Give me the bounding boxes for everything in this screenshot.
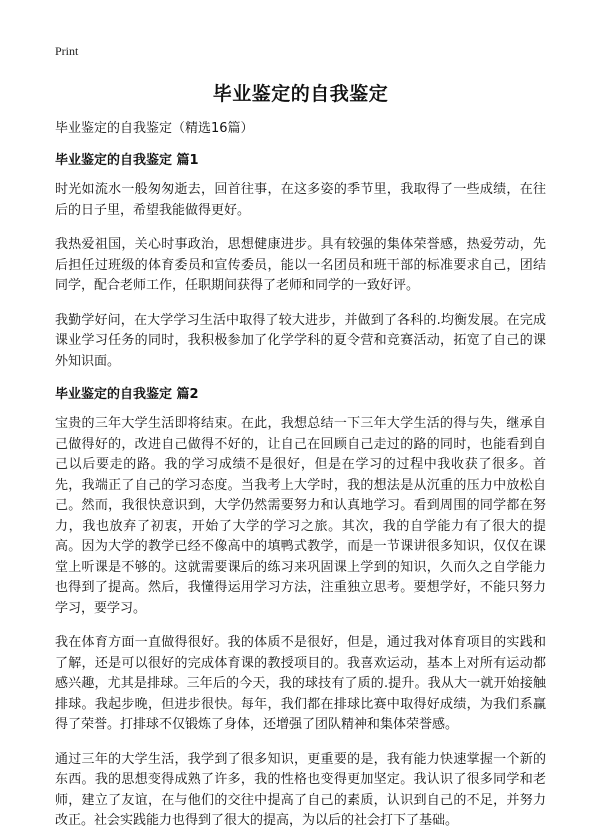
paragraph: 我热爱祖国，关心时事政治，思想健康进步。具有较强的集体荣誉感，热爱劳动，先后担任过班级的体育委员和宣传委员，能以一名团员和班干部的标准要求自己，团结同学，配合老师工作，任职期间获得了老师和同学的一致好评。 [55,237,546,293]
paragraph: 时光如流水一般匆匆逝去，回首往事，在这多姿的季节里，我取得了一些成绩，在往后的日子里，希望我能做得更好。 [55,182,546,218]
paragraph: 通过三年的大学生活，我学到了很多知识，更重要的是，我有能力快速掌握一个新的东西。我的思想变得成熟了许多，我的性格也变得更加坚定。我认识了很多同学和老师，建立了友谊，在与他们的交往中提高了自己的素质，认识到自己的不足，并努力改正。社会实践能力也得到了很大的提高，为以后的社会打下了基础。 [55,751,546,828]
section-heading: 毕业鉴定的自我鉴定 篇1 [55,153,199,168]
document-title: 毕业鉴定的自我鉴定 [212,83,389,105]
paragraph: 我勤学好问，在大学学习生活中取得了较大进步，并做到了各科的.均衡发展。在完成课业学习任务的同时，我积极参加了化学学科的夏令营和竞赛活动，拓宽了自己的课外知识面。 [55,312,546,369]
section-2 [55,386,546,832]
document-subtitle: 毕业鉴定的自我鉴定（精选16篇） [55,121,254,136]
print-label[interactable]: Print [55,44,79,58]
section-heading: 毕业鉴定的自我鉴定 篇2 [55,387,199,402]
paragraph: 我在体育方面一直做得很好。我的体质不是很好，但是，通过我对体育项目的实践和了解，还是可以很好的完成体育课的教授项目的。我喜欢运动，基本上对所有运动都感兴趣，尤其是排球。三年后的今天，我的球技有了质的.提升。我从大一就开始接触排球。我起步晚，但进步很快。每年，我们都在排球比赛中取得好成绩，为我们系赢得了荣誉。打排球不仅锻炼了身体，还增强了团队精神和集体荣誉感。 [55,635,546,732]
section-1 [55,152,546,372]
paragraph: 宝贵的三年大学生活即将结束。在此，我想总结一下三年大学生活的得与失，继承自己做得好的，改进自己做得不好的，让自己在回顾自己走过的路的同时，也能看到自己以后要走的路。我的学习成绩不是很好，但是在学习的过程中我收获了很多。首先，我端正了自己的学习态度。当我考上大学时，我的想法是从沉重的压力中放松自己。然而，我很快意识到，大学仍然需要努力和认真地学习。看到周围的同学都在努力，我也放弃了初衷，开始了大学的学习之旅。其次，我的自学能力有了很大的提高。因为大学的教学已经不像高中的填鸭式教学，而是一节课讲很多知识，仅仅在课堂上听课是不够的。这就需要课后的练习来巩固课上学到的知识，久而久之自学能力也得到了提高。然后，我懂得运用学习方法，注重独立思考。要想学好，不能只努力学习，要学习。 [55,416,546,616]
